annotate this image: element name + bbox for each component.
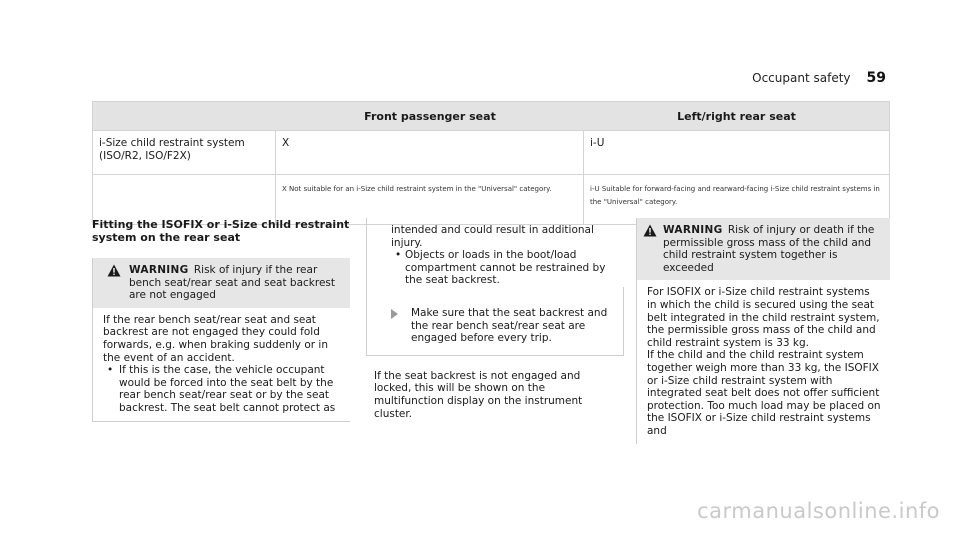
step-arrow-icon (391, 309, 398, 319)
warning-triangle-icon (643, 224, 657, 237)
list-item: • Objects or loads in the boot/load compartment cannot be restrained by the seat backrest. (391, 249, 616, 287)
column-1 (92, 218, 350, 422)
column-3 (636, 218, 890, 444)
warning-box (92, 258, 350, 422)
continuation-bullets (391, 249, 616, 287)
warning-text: If the rear bench seat/rear seat and seat backrest are not engaged they could fold forwards, e.g. when braking suddenly or in the event of an accident. (103, 313, 328, 364)
warning-body (637, 280, 890, 443)
table-notes-row (93, 174, 889, 224)
table-note-rear: i-U Suitable for forward-facing and rearward-facing i-Size child restraint systems in the "Universal" category. (590, 185, 880, 206)
list-item: • If this is the case, the vehicle occupant would be forced into the seat belt by the rear bench seat/rear seat or by the seat backrest. The seat belt cannot protect as (103, 364, 342, 414)
page-number: 59 (866, 70, 886, 86)
table-cell-system: i-Size child restraint system (ISO/R2, ISO/F2X) (93, 131, 276, 174)
warning-header (637, 218, 890, 280)
info-paragraph: If the seat backrest is not engaged and locked, this will be shown on the multifunction display on the instrument cluster. (374, 369, 583, 420)
table-cell-front: X (276, 131, 584, 174)
instruction-step (391, 307, 615, 345)
watermark: carmanualsonline.info (697, 499, 940, 523)
table-header-front-seat: Front passenger seat (364, 109, 496, 123)
column-2 (366, 218, 624, 420)
table-header-row (93, 102, 889, 130)
warning-text: For ISOFIX or i-Size child restraint systems in which the child is secured using the seat belt integrated in the child restraint system, the permissible gross mass of the child and child restraint system is 33 kg. (647, 286, 880, 349)
continuation-text: intended and could result in additional injury. (391, 224, 594, 249)
table-header-rear-seat: Left/right rear seat (677, 109, 796, 123)
table-note-front: X Not suitable for an i-Size child restraint system in the "Universal" category. (276, 175, 584, 224)
warning-summary: Risk of injury or death if the permissible gross mass of the child and child restraint system together is exceeded (663, 224, 875, 274)
warning-title: WARNING (129, 264, 189, 276)
warning-summary: Risk of injury if the rear bench seat/rear seat and seat backrest are not engaged (129, 264, 336, 302)
warning-body (93, 308, 350, 421)
warning-text: If the child and the child restraint system together weigh more than 33 kg, the ISOFIX or i-Size child restraint system with integrated seat belt does not offer sufficient protection. Too much load may be placed on the ISOFIX or i-Size child restraint systems and (647, 349, 881, 437)
warning-triangle-icon (107, 264, 121, 277)
warning-title: WARNING (663, 224, 723, 236)
warning-header (93, 258, 350, 308)
table-notes-empty (93, 175, 276, 224)
instruction-box (366, 287, 624, 356)
warning-box (636, 218, 890, 444)
isofix-table (92, 101, 890, 225)
warning-bullets (103, 364, 342, 414)
section-title: Occupant safety (752, 71, 851, 85)
table-header-empty (93, 102, 276, 130)
page-header (752, 70, 886, 86)
step-text: Make sure that the seat backrest and the rear bench seat/rear seat are engaged before every trip. (411, 306, 608, 345)
section-heading: Fitting the ISOFIX or i-Size child restraint system on the rear seat (92, 218, 350, 244)
warning-continuation (366, 218, 624, 287)
table-row (93, 130, 889, 174)
table-cell-rear: i-U (590, 137, 605, 149)
